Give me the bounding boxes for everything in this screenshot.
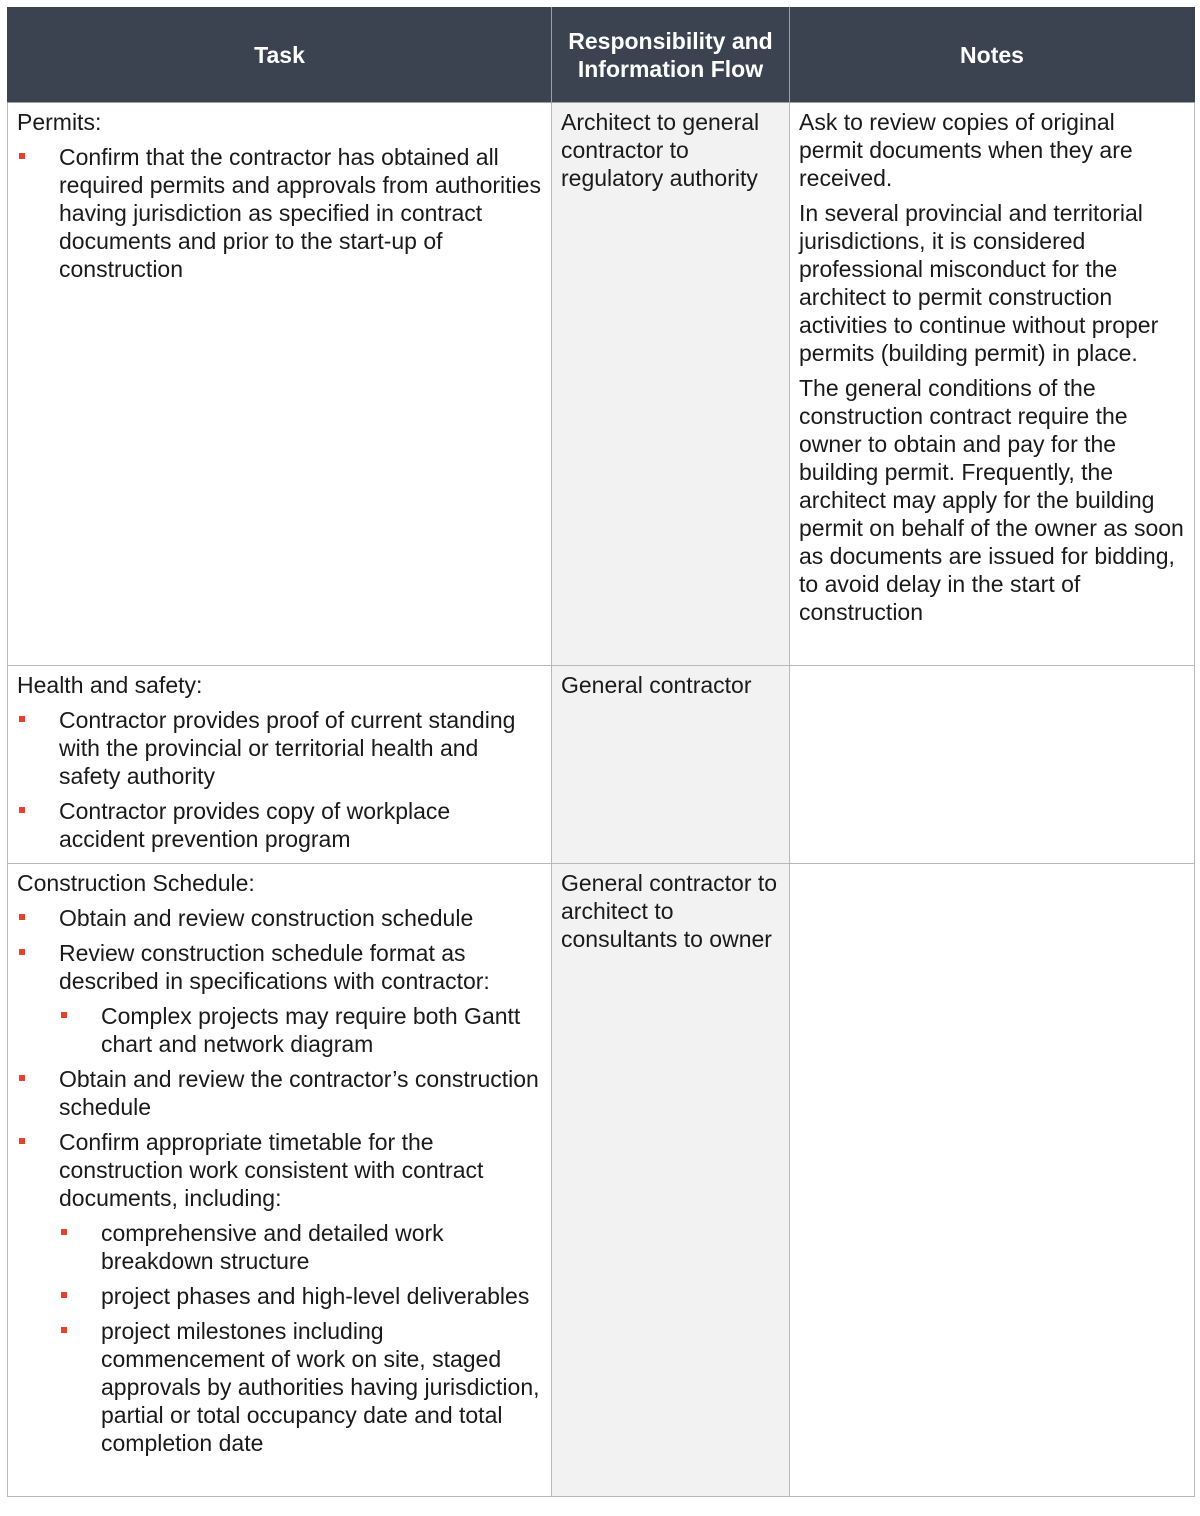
list-item-text: Confirm that the contractor has obtained all required permits and approvals from authorities having jurisdiction as specified in contract documents and prior to the start-up of construction	[59, 144, 541, 282]
header-notes: Notes	[790, 8, 1195, 103]
sub-list-item-text: project milestones including commencement of work on site, staged approvals by authorities having jurisdiction, partial or total occupancy date and total completion date	[101, 1318, 540, 1456]
list-item	[17, 939, 542, 1058]
bullet-icon	[19, 716, 25, 722]
task-table	[7, 7, 1195, 1497]
list-item	[17, 143, 542, 283]
bullet-icon	[61, 1229, 67, 1235]
header-task: Task	[8, 8, 552, 103]
task-list	[17, 706, 542, 853]
sub-list-item	[59, 1317, 542, 1457]
sub-list-item-text: project phases and high-level deliverables	[101, 1283, 530, 1309]
responsibility-cell: General contractor to architect to consultants to owner	[552, 864, 790, 1497]
table-row	[8, 103, 1195, 666]
note-paragraph: Ask to review copies of original permit documents when they are received.	[799, 109, 1133, 191]
sub-list	[59, 1219, 542, 1457]
header-row	[8, 8, 1195, 103]
sub-list-item	[59, 1002, 542, 1058]
bullet-icon	[61, 1292, 67, 1298]
bullet-icon	[19, 1138, 25, 1144]
sub-list-item	[59, 1282, 542, 1310]
list-item	[17, 1128, 542, 1457]
note-paragraph: The general conditions of the construction contract require the owner to obtain and pay for the building permit. Frequently, the architect may apply for the building permit on behalf of the owner as soon as documents are issued for bidding, to avoid delay in the start of construction	[799, 375, 1184, 625]
table-row	[8, 864, 1195, 1497]
list-item	[17, 706, 542, 790]
section-title: Health and safety:	[17, 672, 203, 698]
notes-cell	[790, 103, 1195, 666]
bullet-icon	[19, 949, 25, 955]
list-item-text: Obtain and review construction schedule	[59, 905, 474, 931]
section-title: Permits:	[17, 109, 102, 135]
task-cell	[8, 864, 552, 1497]
note-paragraph: In several provincial and territorial jurisdictions, it is considered professional misconduct for the architect to permit construction activities to continue without proper permits (building permit) in place.	[799, 200, 1159, 366]
sub-list-item-text: comprehensive and detailed work breakdown structure	[101, 1220, 444, 1274]
list-item-text: Review construction schedule format as described in specifications with contractor:	[59, 940, 490, 994]
bullet-icon	[19, 807, 25, 813]
table-row	[8, 666, 1195, 864]
sub-list-item-text: Complex projects may require both Gantt chart and network diagram	[101, 1003, 521, 1057]
bullet-icon	[61, 1012, 67, 1018]
header-responsibility: Responsibility and Information Flow	[552, 8, 790, 103]
list-item-text: Obtain and review the contractor’s construction schedule	[59, 1066, 539, 1120]
task-cell	[8, 666, 552, 864]
list-item-text: Confirm appropriate timetable for the construction work consistent with contract documents, including:	[59, 1129, 484, 1211]
notes-cell	[790, 666, 1195, 864]
bullet-icon	[19, 1075, 25, 1081]
list-item	[17, 904, 542, 932]
list-item-text: Contractor provides copy of workplace accident prevention program	[59, 798, 451, 852]
bullet-icon	[19, 914, 25, 920]
task-list	[17, 143, 542, 283]
section-title: Construction Schedule:	[17, 870, 255, 896]
list-item-text: Contractor provides proof of current standing with the provincial or territorial health and safety authority	[59, 707, 516, 789]
responsibility-cell: General contractor	[552, 666, 790, 864]
task-list	[17, 904, 542, 1457]
bullet-icon	[61, 1327, 67, 1333]
task-cell	[8, 103, 552, 666]
sub-list-item	[59, 1219, 542, 1275]
list-item	[17, 1065, 542, 1121]
sub-list	[59, 1002, 542, 1058]
bullet-icon	[19, 153, 25, 159]
notes-cell	[790, 864, 1195, 1497]
responsibility-cell: Architect to general contractor to regulatory authority	[552, 103, 790, 666]
list-item	[17, 797, 542, 853]
